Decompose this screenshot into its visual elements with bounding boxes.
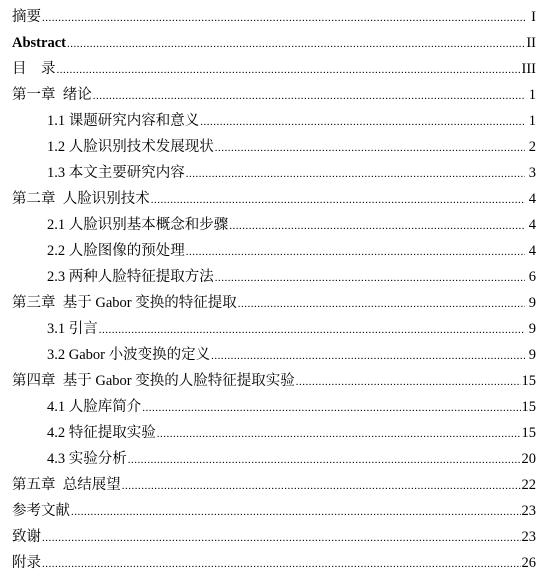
toc-entry[interactable] xyxy=(0,156,550,182)
toc-dot-leader xyxy=(122,476,521,494)
toc-entry-title: 4.3 实验分析 xyxy=(47,451,127,467)
toc-entry[interactable] xyxy=(0,234,550,260)
toc-entry-title: 参考文献 xyxy=(12,503,70,519)
toc-dot-leader xyxy=(186,242,525,260)
toc-dot-leader xyxy=(42,8,525,26)
toc-entry[interactable] xyxy=(0,442,550,468)
toc-dot-leader xyxy=(99,320,525,338)
toc-entry-page: 6 xyxy=(528,269,536,285)
toc-entry-title: 2.3 两种人脸特征提取方法 xyxy=(47,269,214,285)
toc-entry[interactable] xyxy=(0,182,550,208)
toc-dot-leader xyxy=(186,164,525,182)
toc-entry-title: 附录 xyxy=(12,555,41,571)
toc-entry-page: 4 xyxy=(528,243,536,259)
toc-entry-title: 1.3 本文主要研究内容 xyxy=(47,165,185,181)
toc-dot-leader xyxy=(128,450,521,468)
toc-dot-leader xyxy=(211,346,525,364)
toc-entry-page: 26 xyxy=(521,555,536,571)
toc-entry-title: 第五章 总结展望 xyxy=(12,477,121,493)
toc-entry[interactable] xyxy=(0,468,550,494)
toc-dot-leader xyxy=(42,528,521,546)
toc-entry-title: 第一章 绪论 xyxy=(12,87,92,103)
toc-entry-page: 4 xyxy=(528,217,536,233)
toc-entry[interactable] xyxy=(0,390,550,416)
toc-entry-page: 20 xyxy=(521,451,536,467)
toc-dot-leader xyxy=(215,268,525,286)
toc-dot-leader xyxy=(296,372,521,390)
toc-entry-title: 摘要 xyxy=(12,9,41,25)
toc-entry[interactable] xyxy=(0,338,550,364)
toc-entry-title: 1.2 人脸识别技术发展现状 xyxy=(47,139,214,155)
toc-entry-page: 15 xyxy=(521,399,536,415)
toc-entry-title: 致谢 xyxy=(12,529,41,545)
toc-entry[interactable] xyxy=(0,130,550,156)
toc-dot-leader xyxy=(57,60,521,78)
toc-entry-title: 4.1 人脸库简介 xyxy=(47,399,142,415)
toc-entry-page: 22 xyxy=(521,477,536,493)
toc-entry[interactable] xyxy=(0,78,550,104)
toc-entry-title: 第二章 人脸识别技术 xyxy=(12,191,150,207)
toc-dot-leader xyxy=(229,216,525,234)
toc-entry-page: 9 xyxy=(528,295,536,311)
toc-entry[interactable] xyxy=(0,286,550,312)
toc-dot-leader xyxy=(151,190,525,208)
toc-entry-title: 3.2 Gabor 小波变换的定义 xyxy=(47,347,211,363)
toc-dot-leader xyxy=(67,34,525,52)
toc-entry-title: 2.2 人脸图像的预处理 xyxy=(47,243,185,259)
toc-dot-leader xyxy=(157,424,521,442)
toc-entry[interactable] xyxy=(0,0,550,26)
toc-entry-page: 3 xyxy=(528,165,536,181)
toc-entry-title: 第四章 基于 Gabor 变换的人脸特征提取实验 xyxy=(12,373,295,389)
toc-entry-page: 2 xyxy=(528,139,536,155)
toc-entry-page: 1 xyxy=(528,113,536,129)
toc-dot-leader xyxy=(200,112,525,130)
toc-entry-page: 15 xyxy=(521,373,536,389)
toc-entry-page: 1 xyxy=(528,87,536,103)
toc-entry-title: 3.1 引言 xyxy=(47,321,98,337)
toc-entry-title: 2.1 人脸识别基本概念和步骤 xyxy=(47,217,229,233)
toc-entry[interactable] xyxy=(0,416,550,442)
toc-entry[interactable] xyxy=(0,260,550,286)
toc-entry-title: 第三章 基于 Gabor 变换的特征提取 xyxy=(12,295,237,311)
toc-dot-leader xyxy=(142,398,520,416)
toc-entry[interactable] xyxy=(0,104,550,130)
toc-entry-page: III xyxy=(521,61,536,77)
toc-entry-page: II xyxy=(526,35,536,51)
toc-entry-title: 1.1 课题研究内容和意义 xyxy=(47,113,200,129)
toc-entry[interactable] xyxy=(0,52,550,78)
toc-entry[interactable] xyxy=(0,26,550,52)
toc-entry-title: 目 录 xyxy=(12,61,56,77)
toc-dot-leader xyxy=(238,294,525,312)
toc-entry[interactable] xyxy=(0,546,550,572)
toc-entry-page: 4 xyxy=(528,191,536,207)
toc-dot-leader xyxy=(93,86,525,104)
toc-entry[interactable] xyxy=(0,208,550,234)
toc-entry[interactable] xyxy=(0,520,550,546)
toc-entry[interactable] xyxy=(0,494,550,520)
toc-entry-page: 23 xyxy=(521,503,536,519)
toc-entry[interactable] xyxy=(0,312,550,338)
toc-dot-leader xyxy=(42,554,521,572)
toc-entry-page: 9 xyxy=(528,347,536,363)
toc-entry-title: Abstract xyxy=(12,35,66,51)
toc-dot-leader xyxy=(215,138,525,156)
toc-entry-title: 4.2 特征提取实验 xyxy=(47,425,156,441)
toc-entry-page: 23 xyxy=(521,529,536,545)
toc-dot-leader xyxy=(71,502,521,520)
toc-entry-page: 9 xyxy=(528,321,536,337)
toc-entry-page: I xyxy=(531,9,536,25)
toc-entry-page: 15 xyxy=(521,425,536,441)
toc-entry[interactable] xyxy=(0,364,550,390)
